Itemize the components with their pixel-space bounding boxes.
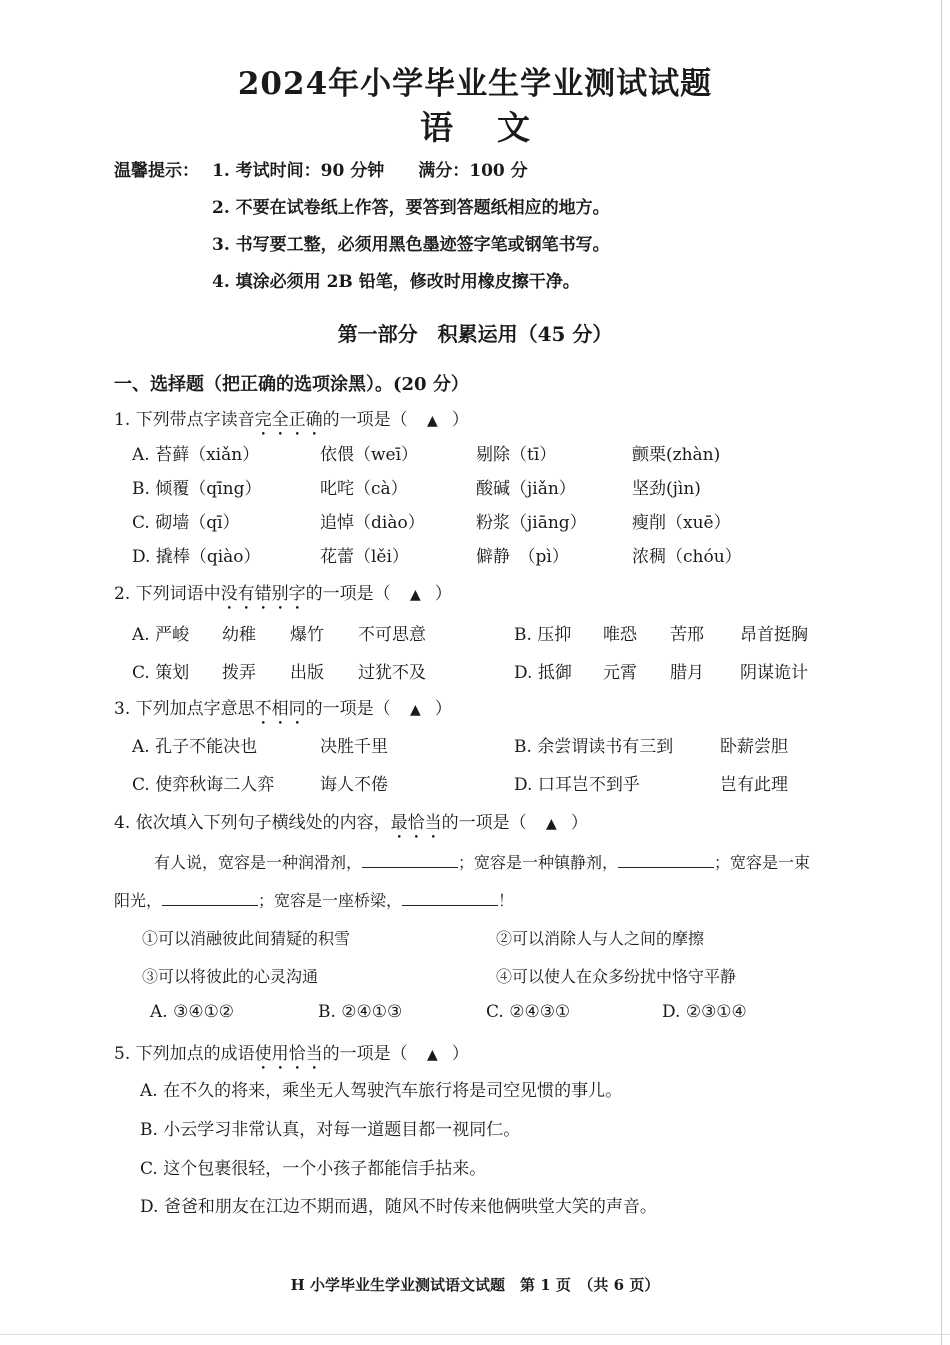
part1-title: 第一部分 积累运用（45 分）	[337, 322, 613, 346]
scan-edge-line	[941, 0, 942, 1345]
exam-subject: 语文	[420, 108, 574, 147]
q2-row-1-4: 不可思意	[358, 625, 426, 645]
q5-option-b: B. 小云学习非常认真，对每一道题目都一视同仁。	[140, 1120, 521, 1140]
q4-line2-a: 阳光，	[114, 891, 163, 910]
q1-row-b-4: 坚劲(jìn)	[632, 479, 701, 499]
q1-row-b-3: 酸碱（jiǎn）	[476, 479, 576, 499]
fill-blank-3	[162, 889, 258, 906]
exam-title: 2024年小学毕业生学业测试试题	[237, 66, 713, 102]
q3-row-2-3: D. 口耳岂不到乎	[514, 775, 640, 795]
q2-row-2-5: D. 抵御	[514, 663, 572, 683]
q2-emphasis: 没有错别字	[220, 584, 306, 604]
q4-option-a: A. ③④①②	[150, 1002, 235, 1022]
q1-row-d-1: D. 撬棒（qiào）	[132, 547, 261, 567]
q4-line2-c: ！	[498, 891, 515, 910]
q3-row-1-3: B. 余尝谓读书有三到	[514, 737, 674, 757]
q3-row-1-1: A. 孔子不能决也	[132, 737, 258, 757]
q2-row-2-1: C. 策划	[132, 663, 190, 683]
answer-triangle-icon: ▲	[427, 413, 438, 429]
q5-close: ）	[451, 1044, 469, 1064]
q3-row-1-2: 决胜千里	[320, 737, 388, 757]
tip-item-4: 4. 填涂必须用 2B 铅笔，修改时用橡皮擦干净。	[212, 272, 580, 292]
q4-choice-1: ①可以消融彼此间猜疑的积雪	[142, 929, 351, 948]
q4-emphasis: 最恰当	[390, 813, 442, 833]
section1-title: 一、选择题（把正确的选项涂黑）。(20 分）	[114, 374, 469, 395]
q2-row-1-7: 苦邢	[670, 625, 704, 645]
tip-item-3: 3. 书写要工整，必须用黑色墨迹签字笔或钢笔书写。	[212, 235, 610, 255]
q4-choice-2: ②可以消除人与人之间的摩擦	[496, 929, 705, 948]
q5-prefix: 5. 下列加点的成语	[114, 1044, 255, 1064]
q2-row-2-4: 过犹不及	[358, 663, 426, 683]
q2-suffix: 的一项是（	[305, 584, 391, 604]
q3-suffix: 的一项是（	[305, 699, 391, 719]
question-3-stem	[114, 694, 452, 729]
q5-option-a: A. 在不久的将来，乘坐无人驾驶汽车旅行将是司空见惯的事儿。	[140, 1081, 623, 1101]
q2-prefix: 2. 下列词语中	[114, 584, 221, 604]
q5-emphasis: 使用恰当	[254, 1044, 323, 1064]
q1-row-b-1: B. 倾覆（qīng）	[132, 479, 262, 499]
q3-row-1-4: 卧薪尝胆	[720, 737, 788, 757]
q1-close: ）	[451, 410, 469, 430]
tips-label: 温馨提示：	[114, 161, 199, 181]
q1-row-a-4: 颤栗(zhàn)	[632, 445, 721, 465]
q3-row-2-1: C. 使弈秋诲二人弈	[132, 775, 275, 795]
q5-option-c: C. 这个包裹很轻，一个小孩子都能信手拈来。	[140, 1159, 487, 1179]
q4-line1-b: ；宽容是一种镇静剂，	[458, 853, 619, 872]
q2-row-1-8: 昂首挺胸	[740, 625, 808, 645]
question-1-stem	[114, 405, 469, 440]
q3-emphasis: 不相同	[254, 699, 306, 719]
q2-row-2-3: 出版	[290, 663, 324, 683]
q4-prefix: 4. 依次填入下列句子横线处的内容，	[114, 813, 391, 833]
fill-blank-2	[618, 851, 714, 868]
q1-row-c-3: 粉浆（jiāng）	[476, 513, 587, 533]
q4-suffix: 的一项是（	[441, 813, 527, 833]
question-2-stem	[114, 579, 452, 614]
answer-triangle-icon: ▲	[427, 1047, 438, 1063]
q4-choice-3: ③可以将彼此的心灵沟通	[142, 967, 319, 986]
scan-bottom-line	[0, 1334, 950, 1335]
q4-line1-a: 有人说，宽容是一种润滑剂，	[154, 853, 363, 872]
q1-suffix: 的一项是（	[322, 410, 408, 430]
answer-triangle-icon: ▲	[410, 587, 421, 603]
q2-row-1-5: B. 压抑	[514, 625, 572, 645]
q1-prefix: 1. 下列带点字读音	[114, 410, 255, 430]
q4-line2-b: ；宽容是一座桥梁，	[258, 891, 403, 910]
q1-row-d-4: 浓稠（chóu）	[632, 547, 742, 567]
q4-option-c: C. ②④③①	[486, 1002, 571, 1022]
q4-option-d: D. ②③①④	[662, 1002, 747, 1022]
q4-close: ）	[570, 813, 588, 833]
q4-passage-line-1	[154, 850, 810, 873]
q1-row-c-4: 瘦削（xuē）	[632, 513, 731, 533]
q3-row-2-4: 岂有此理	[720, 775, 788, 795]
q3-close: ）	[434, 699, 452, 719]
q1-row-c-2: 追悼（diào）	[320, 513, 425, 533]
q2-row-1-6: 唯恐	[603, 625, 637, 645]
q3-row-2-2: 诲人不倦	[320, 775, 388, 795]
q1-row-d-3: 僻静 （pì）	[476, 547, 569, 567]
q4-option-b: B. ②④①③	[318, 1002, 403, 1022]
q4-passage-line-2	[114, 888, 514, 911]
q2-row-2-6: 元霄	[603, 663, 637, 683]
q4-line1-c: ；宽容是一束	[714, 853, 811, 872]
q4-choice-4: ④可以使人在众多纷扰中恪守平静	[496, 967, 737, 986]
q1-row-c-1: C. 砌墙（qī）	[132, 513, 240, 533]
q1-row-a-3: 剔除（tī）	[476, 445, 557, 465]
q1-row-a-1: A. 苔藓（xiǎn）	[132, 445, 260, 465]
q2-row-2-7: 腊月	[670, 663, 704, 683]
q1-row-b-2: 叱咤（cà）	[320, 479, 408, 499]
q2-row-2-2: 拨弄	[222, 663, 256, 683]
q2-close: ）	[434, 584, 452, 604]
question-4-stem	[114, 808, 588, 843]
q1-row-a-2: 依偎（weī）	[320, 445, 419, 465]
answer-triangle-icon: ▲	[546, 816, 557, 832]
q2-row-1-1: A. 严峻	[132, 625, 190, 645]
q2-row-2-8: 阴谋诡计	[740, 663, 808, 683]
q1-row-d-2: 花蕾（lěi）	[320, 547, 409, 567]
question-5-stem	[114, 1039, 469, 1074]
q2-row-1-3: 爆竹	[290, 625, 324, 645]
tip-item-2: 2. 不要在试卷纸上作答，要答到答题纸相应的地方。	[212, 198, 610, 218]
q1-emphasis: 完全正确	[254, 410, 323, 430]
answer-triangle-icon: ▲	[410, 702, 421, 718]
q2-row-1-2: 幼稚	[222, 625, 256, 645]
q5-suffix: 的一项是（	[322, 1044, 408, 1064]
fill-blank-4	[402, 889, 498, 906]
fill-blank-1	[362, 851, 458, 868]
q5-option-d: D. 爸爸和朋友在江边不期而遇，随风不时传来他俩哄堂大笑的声音。	[140, 1197, 657, 1217]
tip-item-1: 1. 考试时间：90 分钟 满分：100 分	[212, 161, 528, 181]
page-footer: H 小学毕业生学业测试语文试题 第 1 页 （共 6 页）	[290, 1276, 660, 1294]
q3-prefix: 3. 下列加点字意思	[114, 699, 255, 719]
